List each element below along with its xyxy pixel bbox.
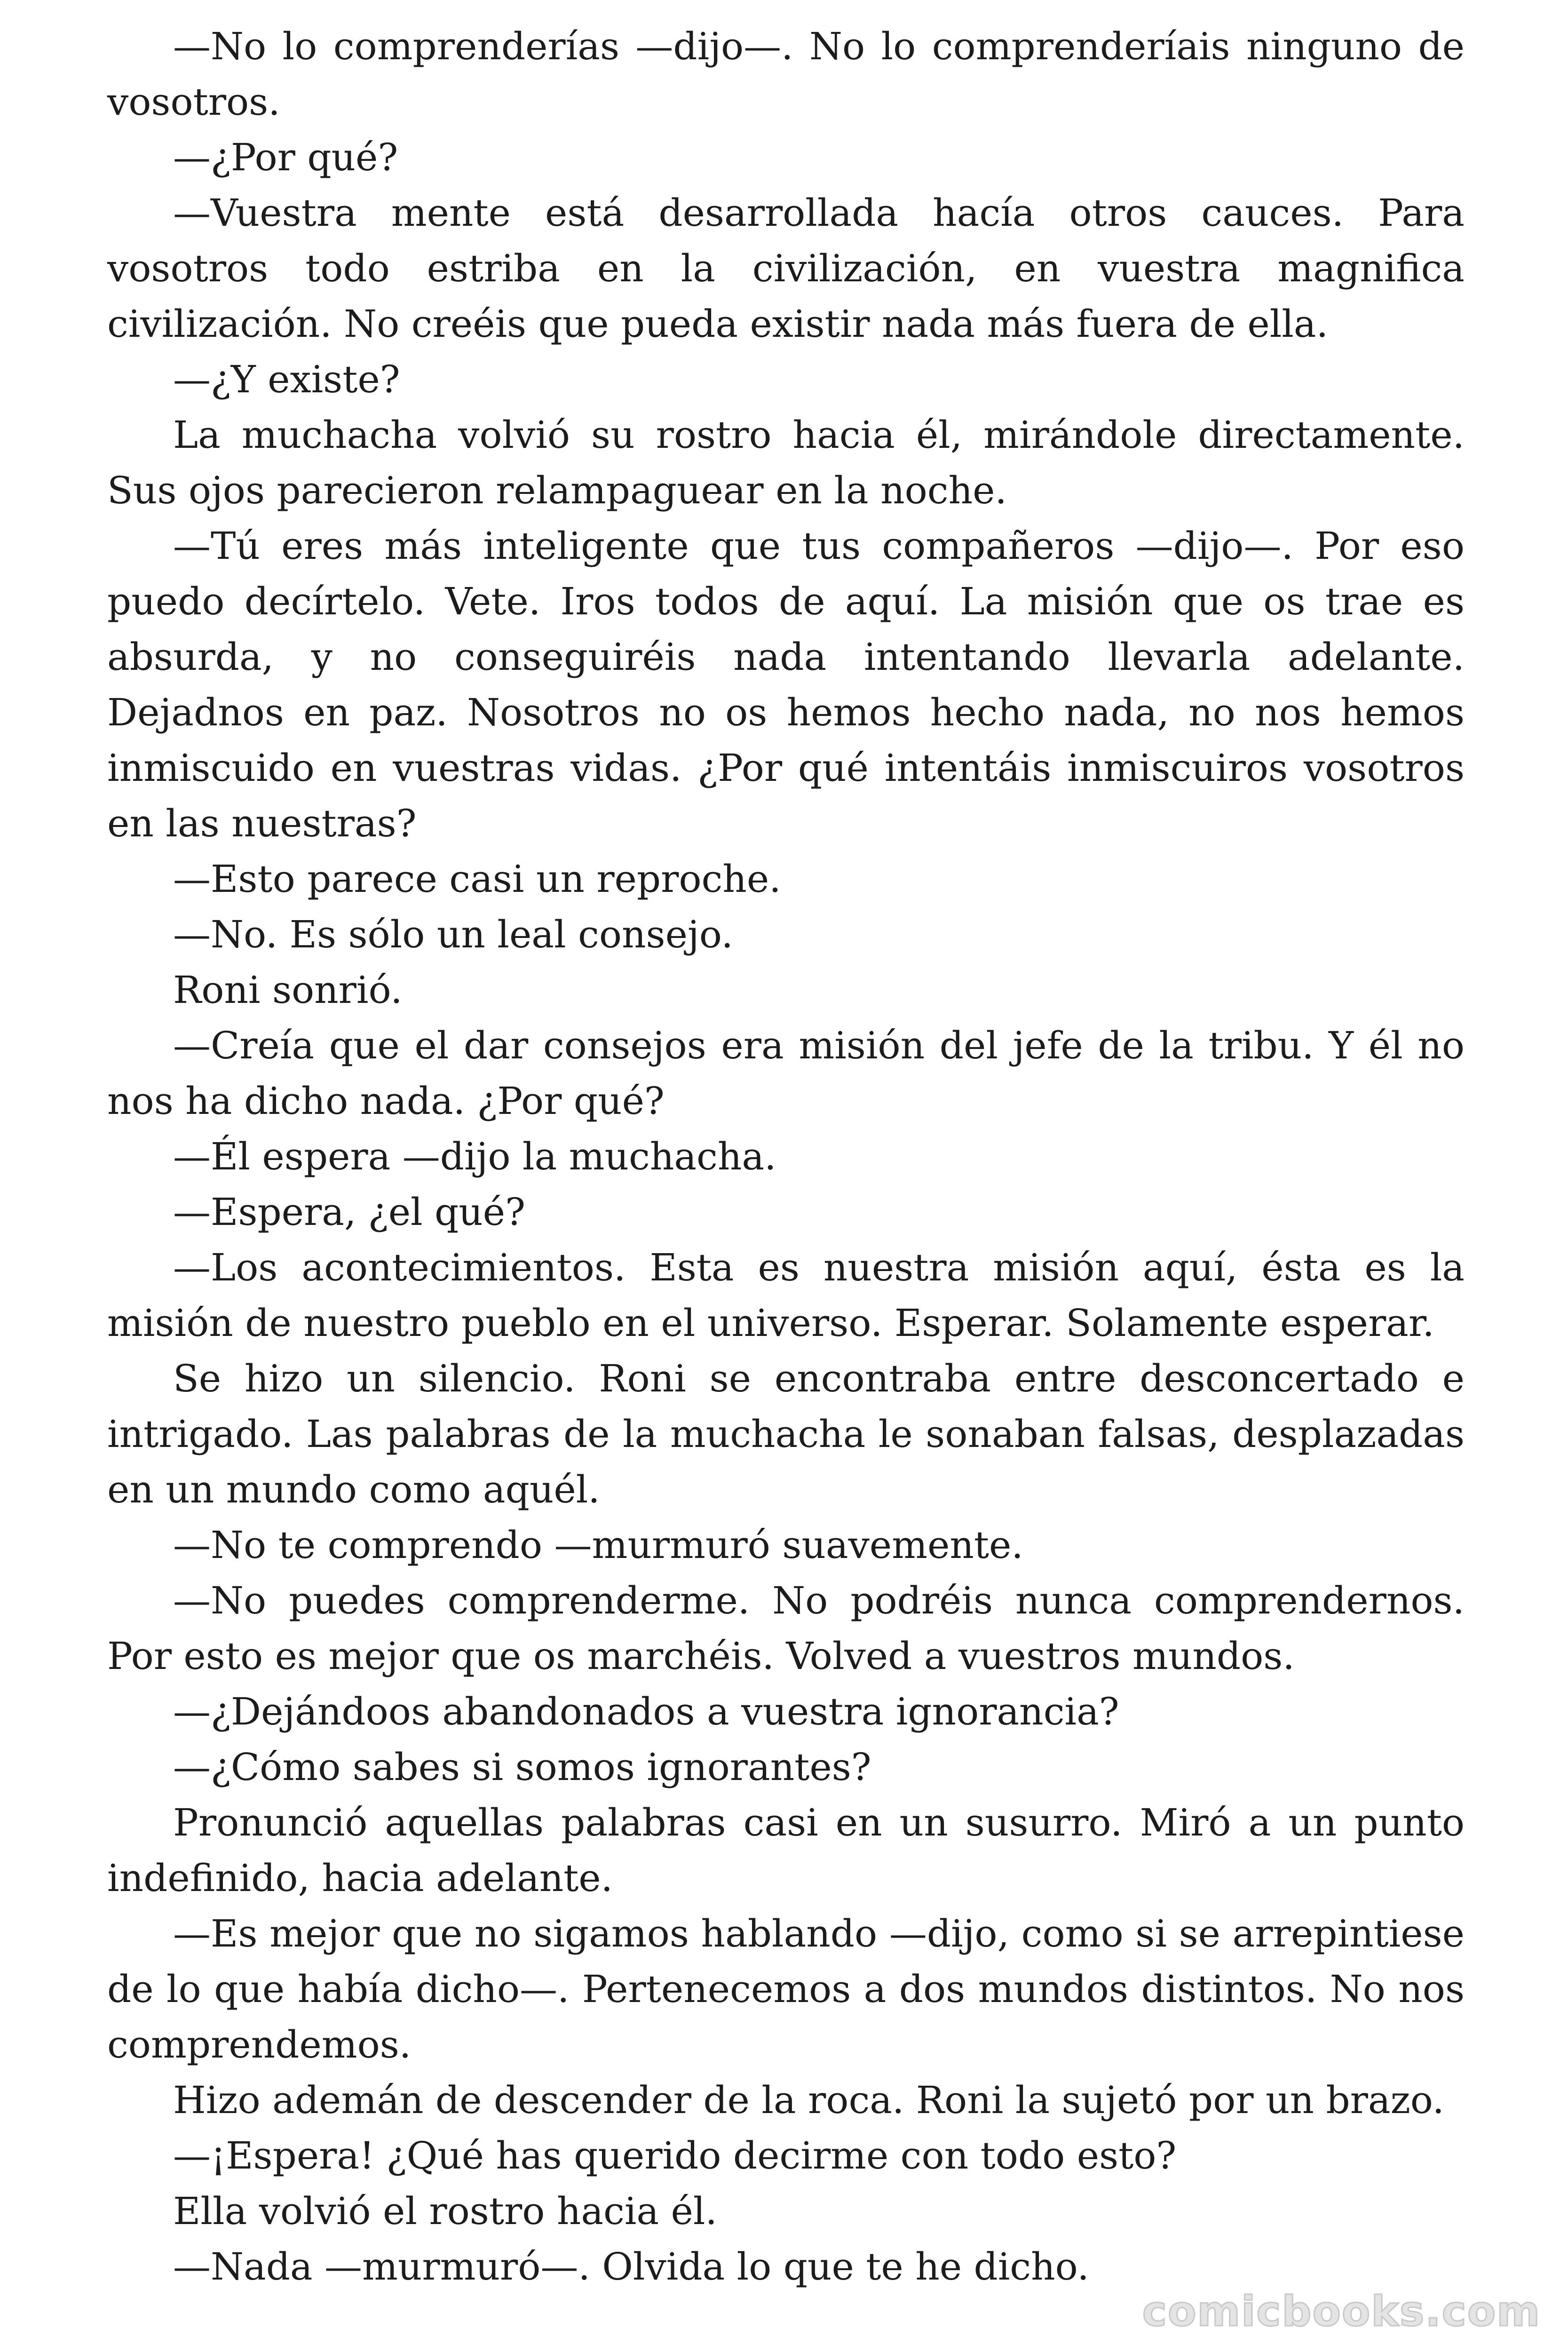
paragraph: —¿Por qué?	[173, 135, 398, 179]
paragraph: —Nada —murmuró—. Olvida lo que te he dicho.	[173, 2245, 1089, 2288]
paragraph: Roni sonrió.	[173, 968, 403, 1012]
paragraph: Pronunció aquellas palabras casi en un susurro. Miró a un punto indefinido, hacia adelante.	[107, 1801, 1465, 1900]
paragraph: —No puedes comprenderme. No podréis nunca comprendernos. Por esto es mejor que os marchéis. Volved a vuestros mundos.	[107, 1579, 1465, 1678]
paragraph: —Tú eres más inteligente que tus compañeros —dijo—. Por eso puedo decírtelo. Vete. Iros todos de aquí. La misión que os trae es absurda, y no conseguiréis nada intentando llevarla adelante. Dejadnos en paz. Nosotros no os hemos hecho nada, no nos hemos inmiscuido en vuestras vidas. ¿Por qué intentáis inmiscuiros vosotros en las nuestras?	[107, 524, 1465, 845]
paragraph: Hizo ademán de descender de la roca. Roni la sujetó por un brazo.	[173, 2078, 1444, 2122]
paragraph: —¿Dejándoos abandonados a vuestra ignorancia?	[173, 1690, 1119, 1733]
paragraph: Ella volvió el rostro hacia él.	[173, 2189, 717, 2233]
paragraph: —No te comprendo —murmuró suavemente.	[173, 1523, 1023, 1567]
paragraph: —Vuestra mente está desarrollada hacía otros cauces. Para vosotros todo estriba en la civilización, en vuestra magnifica civilización. No creéis que pueda existir nada más fuera de ella.	[107, 191, 1465, 346]
paragraph: —Creía que el dar consejos era misión del jefe de la tribu. Y él no nos ha dicho nada. ¿Por qué?	[107, 1024, 1465, 1123]
paragraph: —No. Es sólo un leal consejo.	[173, 913, 733, 956]
paragraph: —¿Cómo sabes si somos ignorantes?	[173, 1745, 871, 1789]
paragraph: Se hizo un silencio. Roni se encontraba entre desconcertado e intrigado. Las palabras de la muchacha le sonaban falsas, desplazadas en un mundo como aquél.	[107, 1357, 1465, 1511]
paragraph: La muchacha volvió su rostro hacia él, mirándole directamente. Sus ojos parecieron relampaguear en la noche.	[107, 413, 1465, 512]
paragraph: —No lo comprenderías —dijo—. No lo comprenderíais ninguno de vosotros.	[107, 24, 1465, 124]
paragraph: —Espera, ¿el qué?	[173, 1190, 526, 1234]
watermark: comicbooks.com	[1142, 2287, 1541, 2336]
paragraph: —Los acontecimientos. Esta es nuestra misión aquí, ésta es la misión de nuestro pueblo en el universo. Esperar. Solamente esperar.	[107, 1246, 1465, 1345]
paragraph: —Es mejor que no sigamos hablando —dijo, como si se arrepintiese de lo que había dicho—. Pertenecemos a dos mundos distintos. No nos comprendemos.	[107, 1912, 1465, 2066]
paragraph: —¡Espera! ¿Qué has querido decirme con todo esto?	[173, 2134, 1177, 2177]
page-text	[107, 19, 1465, 2295]
paragraph: —Él espera —dijo la muchacha.	[173, 1135, 776, 1178]
paragraph: —Esto parece casi un reproche.	[173, 857, 781, 901]
paragraph: —¿Y existe?	[173, 358, 400, 401]
